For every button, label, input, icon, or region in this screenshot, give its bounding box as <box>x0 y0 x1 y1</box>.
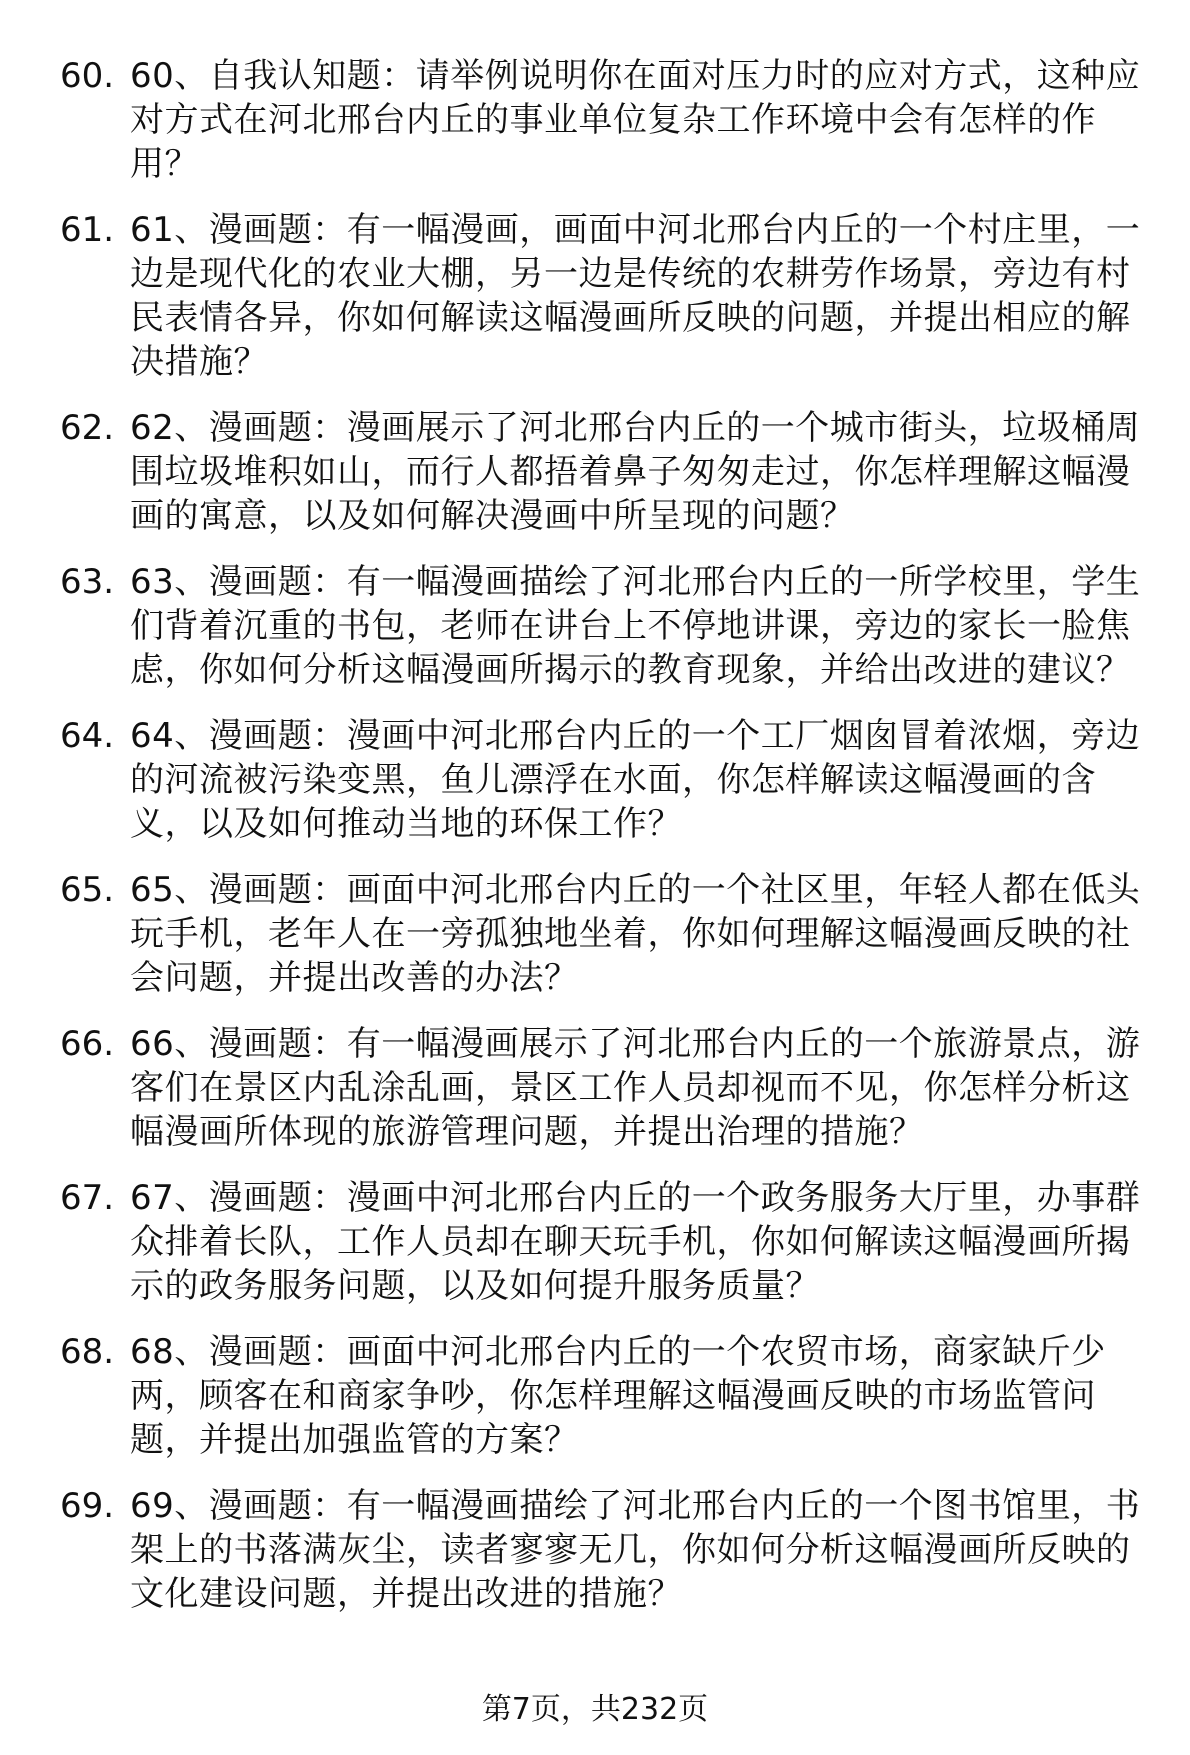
question-text: 63、漫画题：有一幅漫画描绘了河北邢台内丘的一所学校里，学生们背着沉重的书包，老师在讲台上不停地讲课，旁边的家长一脸焦虑，你如何分析这幅漫画所揭示的教育现象，并给出改进的建议？ <box>130 562 1141 690</box>
page-number-label: 第7页，共232页 <box>481 1692 709 1727</box>
question-text: 68、漫画题：画面中河北邢台内丘的一个农贸市场，商家缺斤少两，顾客在和商家争吵，你怎样理解这幅漫画反映的市场监管问题，并提出加强监管的方案？ <box>130 1332 1106 1460</box>
question-item-62 <box>60 406 1150 538</box>
question-text: 60、自我认知题：请举例说明你在面对压力时的应对方式，这种应对方式在河北邢台内丘的事业单位复杂工作环境中会有怎样的作用？ <box>130 56 1141 184</box>
question-number: 61. <box>60 210 115 250</box>
question-item-69 <box>60 1484 1150 1616</box>
question-number: 65. <box>60 870 115 910</box>
question-text: 66、漫画题：有一幅漫画展示了河北邢台内丘的一个旅游景点，游客们在景区内乱涂乱画，景区工作人员却视而不见，你怎样分析这幅漫画所体现的旅游管理问题，并提出治理的措施？ <box>130 1024 1141 1152</box>
question-number: 63. <box>60 562 115 602</box>
question-text: 64、漫画题：漫画中河北邢台内丘的一个工厂烟囱冒着浓烟，旁边的河流被污染变黑，鱼儿漂浮在水面，你怎样解读这幅漫画的含义，以及如何推动当地的环保工作？ <box>130 716 1141 844</box>
question-text: 61、漫画题：有一幅漫画，画面中河北邢台内丘的一个村庄里，一边是现代化的农业大棚，另一边是传统的农耕劳作场景，旁边有村民表情各异，你如何解读这幅漫画所反映的问题，并提出相应的解决措施？ <box>130 210 1141 382</box>
question-item-68 <box>60 1330 1150 1462</box>
question-item-66 <box>60 1022 1150 1154</box>
page-footer <box>0 1690 1190 1730</box>
question-number: 60. <box>60 56 115 96</box>
question-item-63 <box>60 560 1150 692</box>
question-number: 66. <box>60 1024 115 1064</box>
question-item-60 <box>60 54 1150 186</box>
question-number: 64. <box>60 716 115 756</box>
question-item-67 <box>60 1176 1150 1308</box>
question-text: 62、漫画题：漫画展示了河北邢台内丘的一个城市街头，垃圾桶周围垃圾堆积如山，而行人都捂着鼻子匆匆走过，你怎样理解这幅漫画的寓意，以及如何解决漫画中所呈现的问题？ <box>130 408 1141 536</box>
question-item-65 <box>60 868 1150 1000</box>
question-number: 69. <box>60 1486 115 1526</box>
question-text: 67、漫画题：漫画中河北邢台内丘的一个政务服务大厅里，办事群众排着长队，工作人员却在聊天玩手机，你如何解读这幅漫画所揭示的政务服务问题，以及如何提升服务质量？ <box>130 1178 1141 1306</box>
question-text: 65、漫画题：画面中河北邢台内丘的一个社区里，年轻人都在低头玩手机，老年人在一旁孤独地坐着，你如何理解这幅漫画反映的社会问题，并提出改善的办法？ <box>130 870 1141 998</box>
question-number: 68. <box>60 1332 115 1372</box>
question-list <box>60 54 1150 1638</box>
question-number: 67. <box>60 1178 115 1218</box>
question-item-61 <box>60 208 1150 384</box>
question-item-64 <box>60 714 1150 846</box>
question-text: 69、漫画题：有一幅漫画描绘了河北邢台内丘的一个图书馆里，书架上的书落满灰尘，读者寥寥无几，你如何分析这幅漫画所反映的文化建设问题，并提出改进的措施？ <box>130 1486 1141 1614</box>
question-number: 62. <box>60 408 115 448</box>
